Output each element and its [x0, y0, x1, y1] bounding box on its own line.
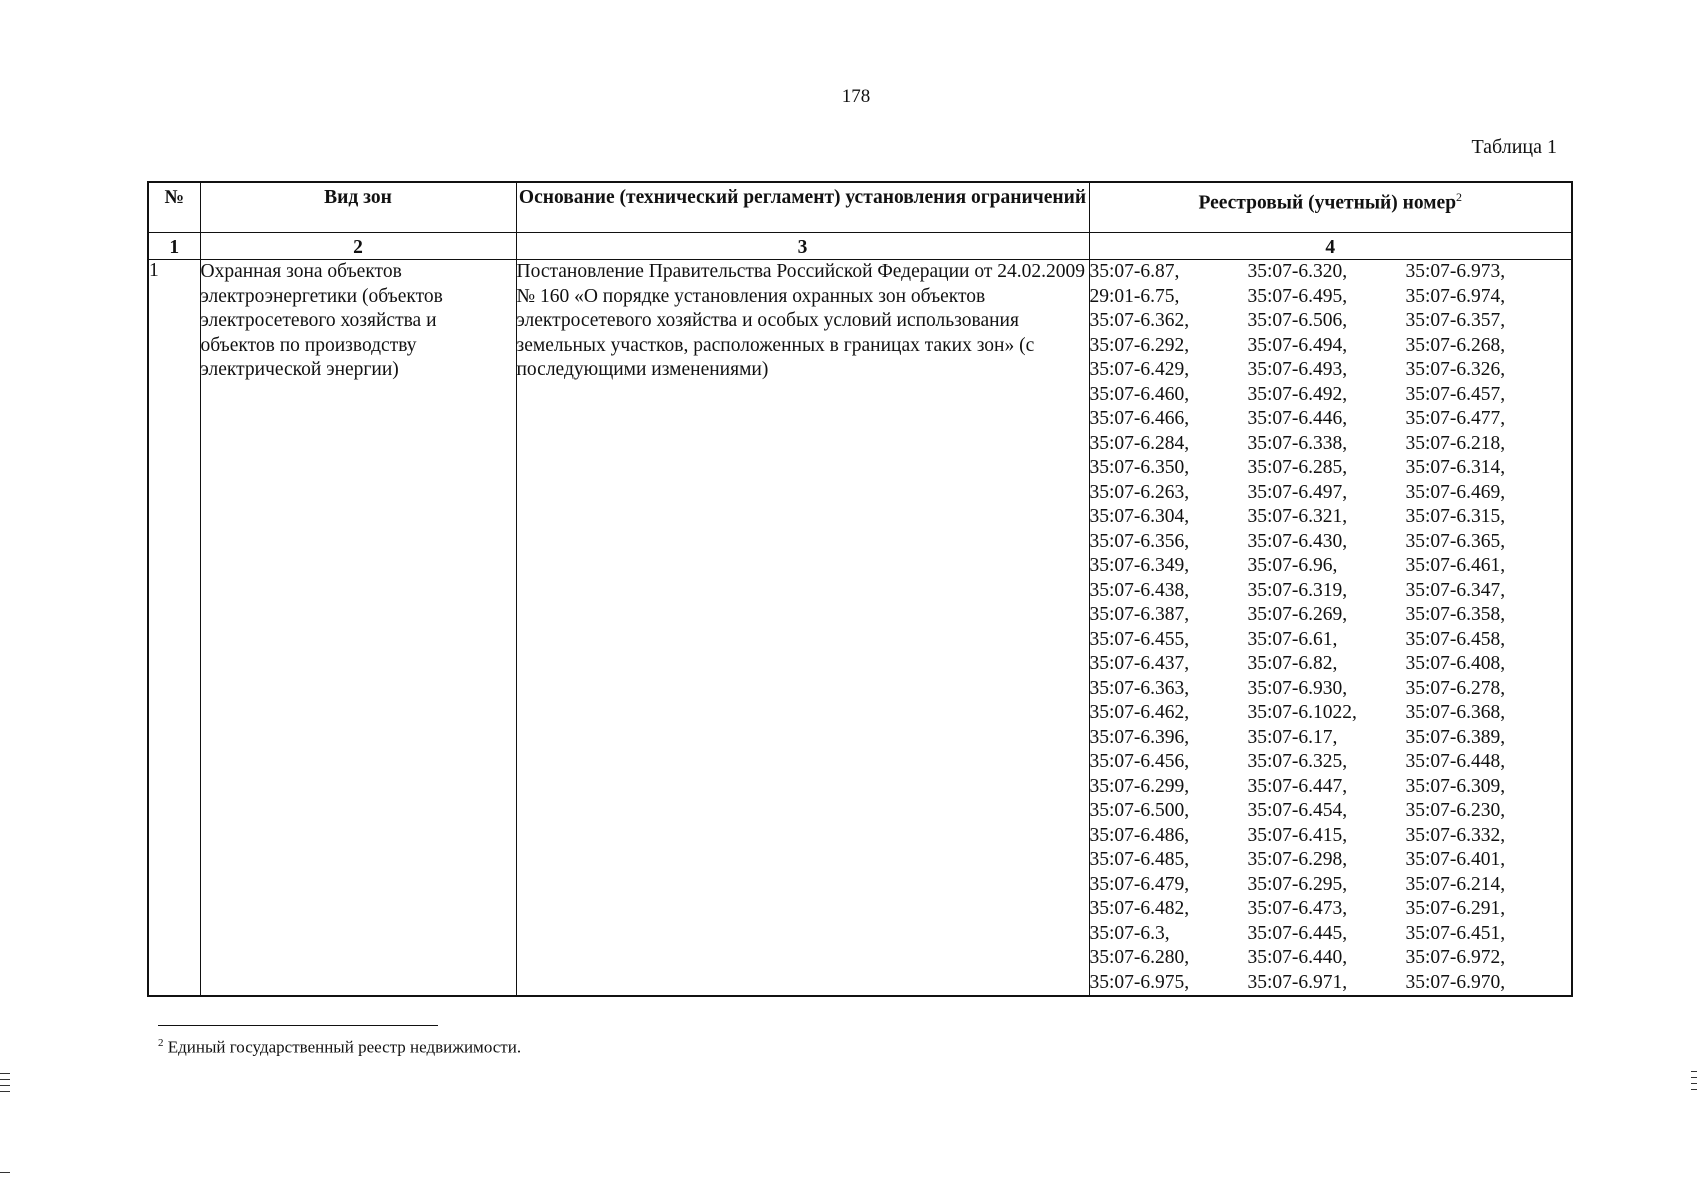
registry-number: 35:07-6.972,	[1405, 947, 1506, 968]
registry-number: 35:07-6.460,	[1089, 383, 1190, 405]
scan-edge-mark	[1691, 1083, 1697, 1084]
registry-number: 35:07-6.269,	[1247, 604, 1348, 625]
registry-number: 35:07-6.469,	[1405, 481, 1506, 503]
registry-number: 35:07-6.326,	[1405, 359, 1506, 380]
header-registry	[1089, 182, 1572, 233]
registry-number: 35:07-6.218,	[1405, 432, 1506, 454]
registry-number: 35:07-6.455,	[1089, 628, 1190, 650]
registry-number: 35:07-6.930,	[1247, 677, 1348, 699]
registry-number: 35:07-6.82,	[1247, 653, 1338, 674]
registry-number: 35:07-6.368,	[1405, 702, 1506, 723]
scan-edge-mark	[0, 1172, 10, 1173]
registry-numbers-cell	[1089, 260, 1572, 997]
scan-edge-mark	[1691, 1071, 1697, 1072]
registry-number: 35:07-6.974,	[1405, 285, 1506, 307]
registry-number: 35:07-6.446,	[1247, 408, 1348, 429]
registry-number: 35:07-6.973,	[1405, 261, 1506, 282]
header-no: №	[148, 182, 200, 233]
registry-number: 35:07-6.304,	[1089, 506, 1190, 527]
registry-number: 35:07-6.332,	[1405, 824, 1506, 846]
registry-number: 35:07-6.429,	[1089, 359, 1190, 380]
registry-number: 35:07-6.214,	[1405, 873, 1506, 895]
registry-number: 35:07-6.362,	[1089, 310, 1190, 331]
registry-number: 35:07-6.438,	[1089, 579, 1190, 601]
scan-edge-mark	[0, 1091, 10, 1092]
registry-number: 35:07-6.298,	[1247, 849, 1348, 870]
registry-number: 35:07-6.292,	[1089, 334, 1190, 356]
registry-number: 35:07-6.479,	[1089, 873, 1190, 895]
registry-number: 35:07-6.319,	[1247, 579, 1348, 601]
registry-number: 35:07-6.447,	[1247, 775, 1348, 797]
registry-number: 35:07-6.320,	[1247, 261, 1348, 282]
column-number: 2	[200, 233, 516, 260]
footnote-marker: 2	[158, 1037, 164, 1049]
registry-number: 35:07-6.970,	[1405, 971, 1506, 993]
registry-number: 35:07-6.3,	[1089, 922, 1170, 944]
registry-number: 35:07-6.437,	[1089, 653, 1190, 674]
registry-number: 35:07-6.284,	[1089, 432, 1190, 454]
registry-number: 35:07-6.486,	[1089, 824, 1190, 846]
registry-number: 35:07-6.482,	[1089, 898, 1190, 919]
registry-number: 35:07-6.96,	[1247, 555, 1338, 576]
registry-number: 35:07-6.349,	[1089, 555, 1190, 576]
registry-number: 35:07-6.461,	[1405, 555, 1506, 576]
registry-number: 29:01-6.75,	[1089, 285, 1180, 307]
scan-edge-mark	[1691, 1089, 1697, 1090]
footnote-ref: 2	[1456, 190, 1463, 204]
registry-number: 35:07-6.494,	[1247, 334, 1348, 356]
registry-number: 35:07-6.325,	[1247, 751, 1348, 772]
registry-number: 35:07-6.358,	[1405, 604, 1506, 625]
registry-number: 35:07-6.462,	[1089, 702, 1190, 723]
registry-number: 35:07-6.495,	[1247, 285, 1348, 307]
registry-number: 35:07-6.350,	[1089, 457, 1190, 478]
scan-edge-mark	[0, 1079, 10, 1080]
registry-number: 35:07-6.365,	[1405, 530, 1506, 552]
registry-number: 35:07-6.445,	[1247, 922, 1348, 944]
header-basis: Основание (технический регламент) установления ограничений	[516, 182, 1089, 233]
registry-number: 35:07-6.401,	[1405, 849, 1506, 870]
registry-number: 35:07-6.473,	[1247, 898, 1348, 919]
registry-number: 35:07-6.315,	[1405, 506, 1506, 527]
page-number: 178	[841, 86, 871, 107]
registry-number: 35:07-6.440,	[1247, 947, 1348, 968]
registry-number: 35:07-6.506,	[1247, 310, 1348, 331]
registry-number: 35:07-6.454,	[1247, 800, 1348, 821]
registry-number: 35:07-6.430,	[1247, 530, 1348, 552]
header-zone-type: Вид зон	[200, 182, 516, 233]
registry-number: 35:07-6.457,	[1405, 383, 1506, 405]
registry-number: 35:07-6.497,	[1247, 481, 1348, 503]
column-number: 1	[148, 233, 200, 260]
registry-number: 35:07-6.299,	[1089, 775, 1190, 797]
registry-number: 35:07-6.1022,	[1247, 702, 1357, 723]
registry-number: 35:07-6.263,	[1089, 481, 1190, 503]
registry-number: 35:07-6.338,	[1247, 432, 1348, 454]
registry-number: 35:07-6.408,	[1405, 653, 1506, 674]
registry-number: 35:07-6.347,	[1405, 579, 1506, 601]
registry-number: 35:07-6.295,	[1247, 873, 1348, 895]
registry-number: 35:07-6.285,	[1247, 457, 1348, 478]
header-registry-label: Реестровый (учетный) номер	[1198, 192, 1457, 214]
registry-number: 35:07-6.485,	[1089, 849, 1190, 870]
registry-number: 35:07-6.309,	[1405, 775, 1506, 797]
registry-number: 35:07-6.387,	[1089, 604, 1190, 625]
registry-number: 35:07-6.321,	[1247, 506, 1348, 527]
registry-number: 35:07-6.357,	[1405, 310, 1506, 331]
registry-number: 35:07-6.971,	[1247, 971, 1348, 993]
registry-number-list	[1090, 260, 1572, 995]
registry-number: 35:07-6.17,	[1247, 726, 1338, 748]
registry-number: 35:07-6.975,	[1089, 971, 1190, 993]
registry-number: 35:07-6.61,	[1247, 628, 1338, 650]
registry-number: 35:07-6.458,	[1405, 628, 1506, 650]
row-number: 1	[148, 260, 200, 997]
registry-number: 35:07-6.466,	[1089, 408, 1190, 429]
registry-number: 35:07-6.230,	[1405, 800, 1506, 821]
registry-number: 35:07-6.87,	[1089, 261, 1180, 282]
registry-number: 35:07-6.451,	[1405, 922, 1506, 944]
scan-edge-mark	[0, 1085, 10, 1086]
registry-number: 35:07-6.448,	[1405, 751, 1506, 772]
registry-number: 35:07-6.493,	[1247, 359, 1348, 380]
registry-number: 35:07-6.314,	[1405, 457, 1506, 478]
table-row	[148, 260, 1572, 997]
registry-number: 35:07-6.363,	[1089, 677, 1190, 699]
footnote-divider	[158, 1025, 438, 1026]
registry-number: 35:07-6.500,	[1089, 800, 1190, 821]
column-number-row	[148, 233, 1572, 260]
restrictions-table	[147, 181, 1573, 997]
column-number: 3	[516, 233, 1089, 260]
registry-number: 35:07-6.477,	[1405, 408, 1506, 429]
registry-number: 35:07-6.291,	[1405, 898, 1506, 919]
basis-cell: Постановление Правительства Российской Федерации от 24.02.2009 № 160 «О порядке установления охранных зон объектов электросетевого хозяйства и особых условий использования земельных участков, расположенных в границах таких зон» (с последующими изменениями)	[516, 260, 1089, 997]
footnote-text: Единый государственный реестр недвижимости.	[167, 1037, 522, 1057]
scan-edge-mark	[1691, 1077, 1697, 1078]
registry-number: 35:07-6.396,	[1089, 726, 1190, 748]
table-caption: Таблица 1	[1471, 136, 1557, 158]
column-number: 4	[1089, 233, 1572, 260]
registry-number: 35:07-6.389,	[1405, 726, 1506, 748]
scan-edge-mark	[0, 1073, 10, 1074]
registry-number: 35:07-6.268,	[1405, 334, 1506, 356]
registry-number: 35:07-6.280,	[1089, 947, 1190, 968]
registry-number: 35:07-6.492,	[1247, 383, 1348, 405]
registry-number: 35:07-6.456,	[1089, 751, 1190, 772]
table-header-row	[148, 182, 1572, 233]
registry-number: 35:07-6.278,	[1405, 677, 1506, 699]
registry-number: 35:07-6.415,	[1247, 824, 1348, 846]
zone-type-cell: Охранная зона объектов электроэнергетики (объектов электросетевого хозяйства и объектов по производству электрической энергии)	[200, 260, 516, 997]
registry-number: 35:07-6.356,	[1089, 530, 1190, 552]
footnote	[158, 1037, 521, 1058]
